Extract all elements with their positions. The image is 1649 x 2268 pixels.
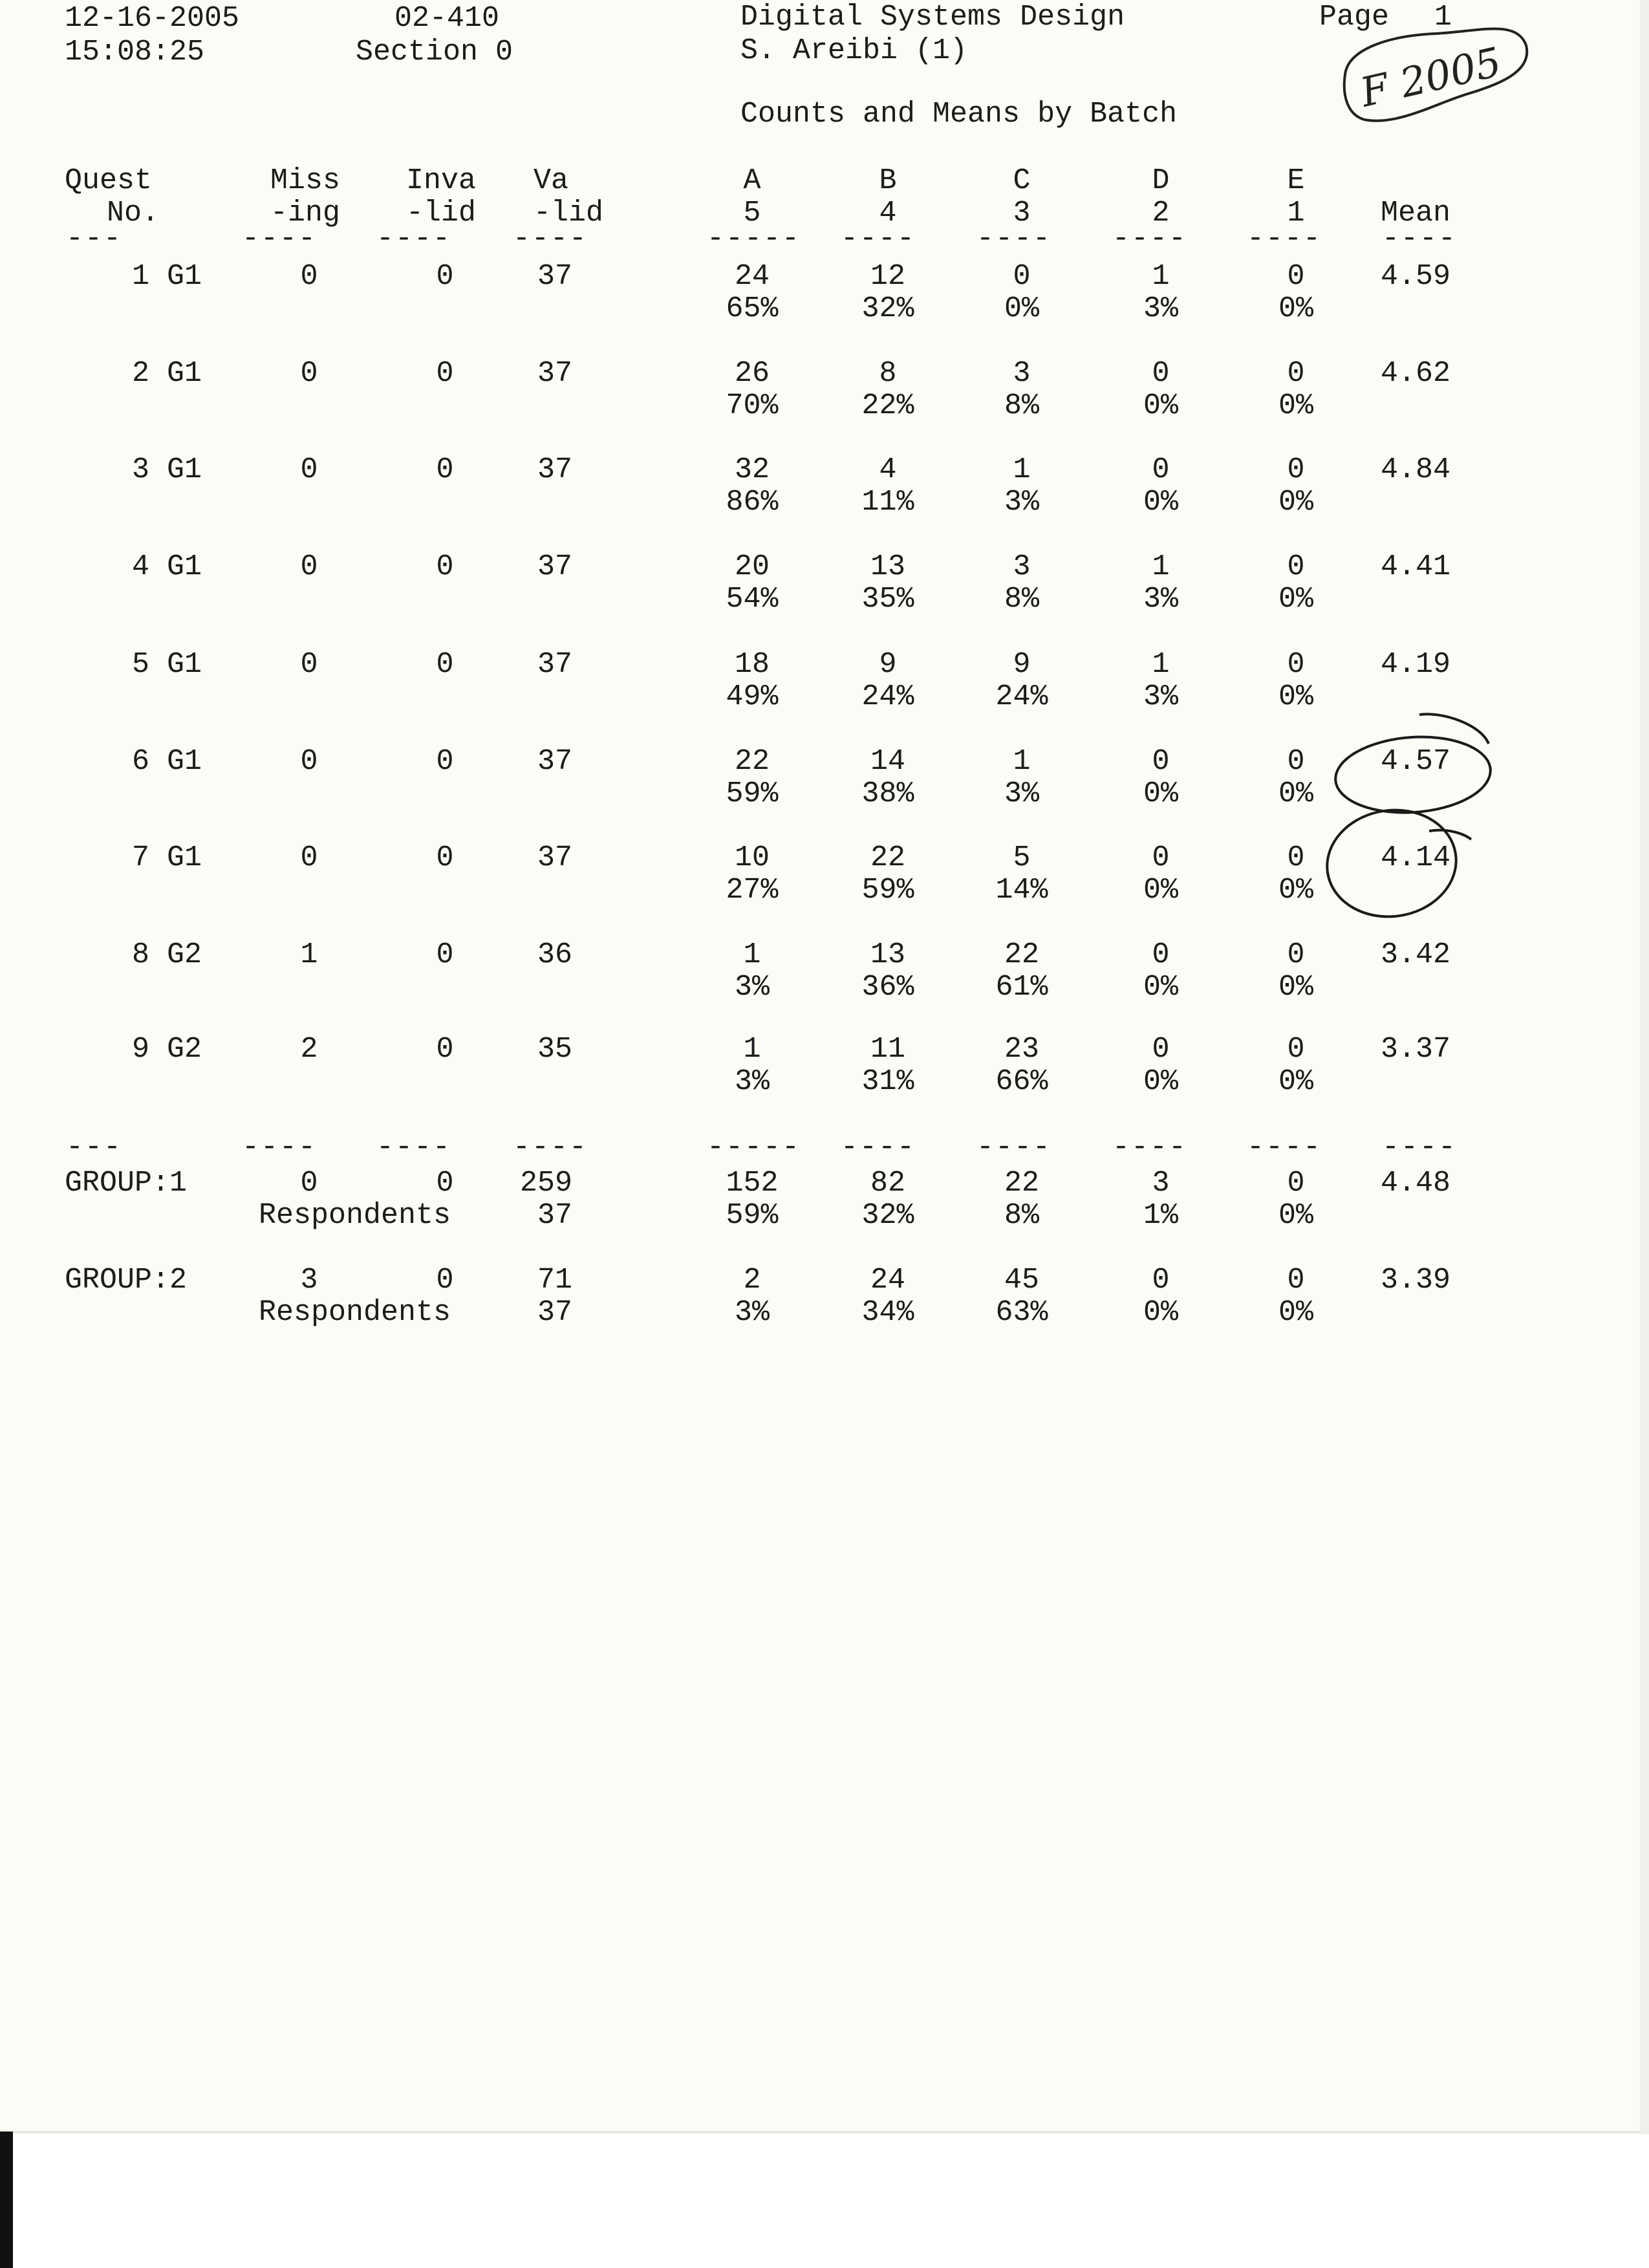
group-mean: 4.48	[1381, 1167, 1451, 1200]
group-missing: 0	[300, 1167, 318, 1200]
question-id: 3 G1	[131, 453, 202, 486]
mean-value: 4.19	[1381, 648, 1451, 681]
missing-count: 0	[300, 841, 318, 874]
valid-count: 37	[537, 745, 572, 778]
missing-count: 0	[300, 550, 318, 583]
option-count: 8	[879, 357, 897, 390]
option-count: 0	[1152, 453, 1170, 486]
col-header-quest-line2: No.	[107, 197, 160, 230]
option-count: 26	[734, 357, 770, 390]
invalid-count: 0	[436, 357, 454, 390]
missing-count: 0	[300, 357, 318, 390]
option-percent: 0%	[1278, 486, 1313, 519]
option-percent: 86%	[726, 486, 779, 519]
group-option-count: 0	[1287, 1167, 1305, 1200]
option-count: 0	[1287, 453, 1305, 486]
option-count: 1	[1152, 260, 1170, 293]
valid-count: 37	[537, 648, 572, 681]
valid-count: 37	[537, 453, 572, 486]
mean-value: 4.62	[1381, 357, 1451, 390]
option-percent: 3%	[1004, 777, 1039, 810]
option-count: 13	[870, 938, 905, 971]
option-count: 20	[734, 550, 770, 583]
option-count: 22	[870, 841, 905, 874]
option-count: 1	[743, 1033, 761, 1066]
group-option-count: 0	[1287, 1264, 1305, 1297]
group-option-percent: 8%	[1004, 1199, 1039, 1232]
option-count: 22	[734, 745, 770, 778]
option-percent: 66%	[995, 1065, 1048, 1098]
question-id: 5 G1	[131, 648, 202, 681]
valid-count: 35	[537, 1033, 572, 1066]
col-header-b-letter: B	[879, 164, 897, 197]
report-title: Counts and Means by Batch	[740, 98, 1178, 131]
dash-separator: ----	[1247, 1131, 1322, 1164]
question-id: 8 G2	[131, 938, 202, 971]
instructor-name: S. Areibi (1)	[740, 34, 968, 67]
group-option-percent: 0%	[1278, 1199, 1313, 1232]
dash-separator: -----	[707, 222, 801, 255]
option-percent: 0%	[1278, 777, 1313, 810]
option-count: 1	[1152, 648, 1170, 681]
option-count: 18	[734, 648, 770, 681]
option-percent: 11%	[861, 486, 914, 519]
option-count: 13	[870, 550, 905, 583]
group-option-count: 3	[1152, 1167, 1170, 1200]
course-title: Digital Systems Design	[740, 1, 1125, 34]
option-percent: 70%	[726, 389, 779, 422]
col-header-missing-line2: -ing	[270, 197, 341, 230]
option-count: 24	[734, 260, 770, 293]
mean-value: 4.14	[1381, 841, 1451, 874]
invalid-count: 0	[436, 550, 454, 583]
option-count: 5	[1013, 841, 1031, 874]
option-percent: 14%	[995, 874, 1048, 907]
col-header-b-weight: 4	[879, 197, 897, 230]
option-percent: 59%	[861, 874, 914, 907]
page-number: 1	[1434, 1, 1452, 34]
invalid-count: 0	[436, 260, 454, 293]
group-option-count: 0	[1152, 1264, 1170, 1297]
group-option-percent: 0%	[1143, 1296, 1178, 1329]
dash-separator: -----	[707, 1131, 801, 1164]
option-count: 0	[1287, 841, 1305, 874]
dash-separator: ----	[1112, 222, 1188, 255]
dash-separator: ----	[242, 222, 318, 255]
col-header-invalid-line2: -lid	[406, 197, 477, 230]
mean-value: 3.42	[1381, 938, 1451, 971]
option-percent: 24%	[861, 680, 914, 713]
question-id: 2 G1	[131, 357, 202, 390]
valid-count: 37	[537, 357, 572, 390]
dash-separator: ----	[513, 1131, 588, 1164]
option-percent: 3%	[1143, 583, 1178, 616]
option-percent: 27%	[726, 874, 779, 907]
option-percent: 0%	[1143, 486, 1178, 519]
section-label: Section 0	[356, 36, 513, 69]
invalid-count: 0	[436, 745, 454, 778]
option-percent: 32%	[861, 292, 914, 325]
option-count: 9	[879, 648, 897, 681]
option-percent: 3%	[734, 1065, 770, 1098]
dash-separator: ----	[1112, 1131, 1188, 1164]
invalid-count: 0	[436, 648, 454, 681]
col-header-quest-line1: Quest	[65, 164, 153, 197]
option-percent: 38%	[861, 777, 914, 810]
option-count: 32	[734, 453, 770, 486]
col-header-d-weight: 2	[1152, 197, 1170, 230]
option-percent: 3%	[1143, 292, 1178, 325]
col-header-c-weight: 3	[1013, 197, 1031, 230]
mean-value: 4.57	[1381, 745, 1451, 778]
option-count: 0	[1152, 841, 1170, 874]
dash-separator: ----	[376, 222, 452, 255]
option-count: 1	[743, 938, 761, 971]
group-option-percent: 63%	[995, 1296, 1048, 1329]
circle-mark-q6	[1333, 732, 1493, 817]
group-option-count: 2	[743, 1264, 761, 1297]
option-percent: 8%	[1004, 389, 1039, 422]
option-percent: 0%	[1143, 389, 1178, 422]
group-option-count: 45	[1004, 1264, 1039, 1297]
option-percent: 54%	[726, 583, 779, 616]
option-percent: 61%	[995, 971, 1048, 1004]
dash-separator: ----	[976, 1131, 1052, 1164]
question-id: 9 G2	[131, 1033, 202, 1066]
option-percent: 0%	[1278, 971, 1313, 1004]
respondents-label: Respondents	[259, 1199, 451, 1232]
dash-separator: ---	[66, 222, 123, 255]
col-header-a-letter: A	[743, 164, 761, 197]
group-option-percent: 0%	[1278, 1296, 1313, 1329]
option-count: 0	[1287, 260, 1305, 293]
group-valid: 259	[519, 1167, 572, 1200]
group-option-percent: 3%	[734, 1296, 770, 1329]
group-invalid: 0	[436, 1264, 454, 1297]
missing-count: 2	[300, 1033, 318, 1066]
mean-value: 3.37	[1381, 1033, 1451, 1066]
option-count: 22	[1004, 938, 1039, 971]
page-label: Page	[1319, 1, 1390, 34]
group-label: GROUP:1	[65, 1167, 188, 1200]
dash-separator: ----	[513, 222, 588, 255]
col-header-valid-line2: -lid	[534, 197, 604, 230]
option-percent: 24%	[995, 680, 1048, 713]
option-percent: 0%	[1278, 1065, 1313, 1098]
valid-count: 37	[537, 841, 572, 874]
mean-value: 4.41	[1381, 550, 1451, 583]
invalid-count: 0	[436, 453, 454, 486]
option-count: 0	[1287, 1033, 1305, 1066]
group-option-count: 22	[1004, 1167, 1039, 1200]
group-missing: 3	[300, 1264, 318, 1297]
valid-count: 37	[537, 260, 572, 293]
respondents-count: 37	[537, 1296, 572, 1329]
dash-separator: ----	[841, 1131, 916, 1164]
option-count: 23	[1004, 1033, 1039, 1066]
col-header-d-letter: D	[1152, 164, 1170, 197]
col-header-valid-line1: Va	[534, 164, 569, 197]
valid-count: 36	[537, 938, 572, 971]
group-option-count: 24	[870, 1264, 905, 1297]
col-header-mean: Mean	[1381, 197, 1451, 230]
respondents-label: Respondents	[259, 1296, 451, 1329]
invalid-count: 0	[436, 1033, 454, 1066]
group-valid: 71	[537, 1264, 572, 1297]
question-id: 4 G1	[131, 550, 202, 583]
option-count: 0	[1287, 648, 1305, 681]
col-header-e-letter: E	[1287, 164, 1305, 197]
question-id: 6 G1	[131, 745, 202, 778]
invalid-count: 0	[436, 938, 454, 971]
group-label: GROUP:2	[65, 1264, 188, 1297]
option-count: 0	[1287, 938, 1305, 971]
option-percent: 8%	[1004, 583, 1039, 616]
option-count: 9	[1013, 648, 1031, 681]
group-option-percent: 34%	[861, 1296, 914, 1329]
dash-separator: ----	[1382, 1131, 1458, 1164]
question-id: 7 G1	[131, 841, 202, 874]
option-percent: 65%	[726, 292, 779, 325]
report-time: 15:08:25	[65, 36, 205, 69]
option-percent: 31%	[861, 1065, 914, 1098]
option-count: 4	[879, 453, 897, 486]
group-mean: 3.39	[1381, 1264, 1451, 1297]
option-percent: 22%	[861, 389, 914, 422]
option-percent: 3%	[734, 971, 770, 1004]
circle-tail-q6	[1419, 714, 1489, 744]
option-count: 0	[1013, 260, 1031, 293]
option-count: 1	[1152, 550, 1170, 583]
dash-separator: ----	[242, 1131, 318, 1164]
dash-separator: ----	[1382, 222, 1458, 255]
option-count: 0	[1152, 1033, 1170, 1066]
circle-mark-q7	[1320, 802, 1463, 925]
col-header-c-letter: C	[1013, 164, 1031, 197]
group-option-percent: 1%	[1143, 1199, 1178, 1232]
missing-count: 0	[300, 648, 318, 681]
respondents-count: 37	[537, 1199, 572, 1232]
option-count: 12	[870, 260, 905, 293]
option-count: 3	[1013, 550, 1031, 583]
missing-count: 0	[300, 453, 318, 486]
col-header-a-weight: 5	[743, 197, 761, 230]
missing-count: 0	[300, 260, 318, 293]
option-percent: 0%	[1143, 777, 1178, 810]
mean-value: 4.84	[1381, 453, 1451, 486]
option-percent: 0%	[1278, 680, 1313, 713]
col-header-missing-line1: Miss	[270, 164, 341, 197]
group-option-percent: 59%	[726, 1199, 779, 1232]
col-header-e-weight: 1	[1287, 197, 1305, 230]
mean-value: 4.59	[1381, 260, 1451, 293]
option-percent: 0%	[1143, 874, 1178, 907]
option-percent: 0%	[1143, 1065, 1178, 1098]
course-code: 02-410	[394, 2, 500, 35]
option-percent: 0%	[1278, 389, 1313, 422]
group-option-count: 82	[870, 1167, 905, 1200]
option-count: 0	[1152, 938, 1170, 971]
option-count: 0	[1287, 357, 1305, 390]
option-count: 0	[1152, 357, 1170, 390]
group-invalid: 0	[436, 1167, 454, 1200]
invalid-count: 0	[436, 841, 454, 874]
col-header-invalid-line1: Inva	[406, 164, 477, 197]
group-option-count: 152	[726, 1167, 779, 1200]
option-percent: 0%	[1278, 874, 1313, 907]
option-count: 11	[870, 1033, 905, 1066]
option-percent: 36%	[861, 971, 914, 1004]
option-percent: 3%	[1143, 680, 1178, 713]
dash-separator: ----	[976, 222, 1052, 255]
option-percent: 0%	[1278, 583, 1313, 616]
option-count: 0	[1287, 745, 1305, 778]
option-percent: 0%	[1278, 292, 1313, 325]
option-count: 1	[1013, 745, 1031, 778]
option-count: 14	[870, 745, 905, 778]
question-id: 1 G1	[131, 260, 202, 293]
dash-separator: ----	[841, 222, 916, 255]
option-count: 3	[1013, 357, 1031, 390]
option-percent: 3%	[1004, 486, 1039, 519]
option-count: 0	[1152, 745, 1170, 778]
option-percent: 0%	[1143, 971, 1178, 1004]
option-percent: 59%	[726, 777, 779, 810]
valid-count: 37	[537, 550, 572, 583]
annotation-text: F 2005	[1355, 38, 1506, 116]
dash-separator: ---	[66, 1131, 123, 1164]
missing-count: 0	[300, 745, 318, 778]
option-percent: 35%	[861, 583, 914, 616]
missing-count: 1	[300, 938, 318, 971]
option-percent: 0%	[1004, 292, 1039, 325]
dash-separator: ----	[376, 1131, 452, 1164]
report-date: 12-16-2005	[65, 2, 240, 35]
option-count: 10	[734, 841, 770, 874]
option-count: 1	[1013, 453, 1031, 486]
group-option-percent: 32%	[861, 1199, 914, 1232]
dash-separator: ----	[1247, 222, 1322, 255]
option-percent: 49%	[726, 680, 779, 713]
option-count: 0	[1287, 550, 1305, 583]
